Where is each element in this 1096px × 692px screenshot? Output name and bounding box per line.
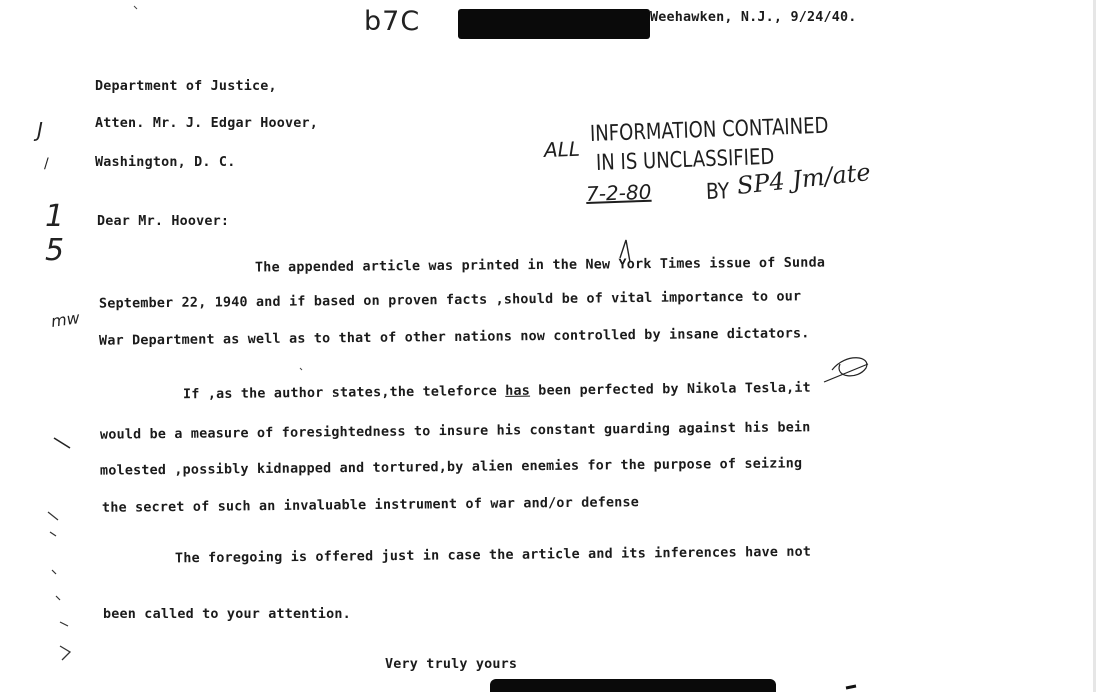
margin-mark-2: / (44, 156, 49, 172)
paragraph-1-line-1: The appended article was printed in the New York Times issue of Sunda (254, 255, 826, 276)
paragraph-2-line-1-end: been perfected by Nikola Tesla,it (529, 380, 811, 399)
closing: Very truly yours (385, 657, 518, 672)
paragraph-1-line-2: September 22, 1940 and if based on proven facts ,should be of vital importance to our (98, 289, 802, 312)
location-date: Weehawken, N.J., 9/24/40. (650, 10, 857, 25)
paragraph-3-line-2: been called to your attention. (103, 607, 351, 622)
stamp-line-2: IN IS UNCLASSIFIED (595, 144, 775, 176)
salutation: Dear Mr. Hoover: (97, 214, 230, 229)
underlined-has: has (505, 383, 531, 399)
stamp-line-1-prefix: ALL (543, 136, 581, 162)
paragraph-2-line-4: the secret of such an invaluable instrument of war and/or defense (101, 495, 640, 516)
exemption-mark: b7C (364, 6, 421, 37)
addressee-line-2: Atten. Mr. J. Edgar Hoover, (95, 116, 319, 131)
margin-mark-3: 15 (45, 199, 65, 268)
redaction-bottom (490, 679, 776, 692)
paragraph-2-line-2: would be a measure of foresightedness to insure his constant guarding against his bein (99, 420, 811, 443)
paragraph-2-line-1-start: If ,as the author states,the teleforce (182, 383, 506, 403)
paragraph-1-line-3: War Department as well as to that of other nations now controlled by insane dictators. (98, 326, 810, 349)
margin-mark-4: mw (49, 308, 81, 331)
stamp-signature: SP4 Jm/ate (735, 158, 872, 200)
paragraph-2-line-3: molested ,possibly kidnapped and tortured,by alien enemies for the purpose of seizing (99, 456, 803, 479)
paragraph-2-line-1 (183, 381, 811, 403)
addressee-line-1: Department of Justice, (95, 79, 277, 94)
margin-mark-1: J (37, 118, 43, 142)
addressee-line-3: Washington, D. C. (95, 155, 236, 170)
stamp-line-1: INFORMATION CONTAINED (589, 113, 829, 147)
redaction-top (458, 9, 650, 39)
stamp-line-3-date: 7-2-80 (585, 179, 652, 206)
stamp-line-3-by: BY (705, 179, 730, 205)
paragraph-3-line-1: The foregoing is offered just in case the article and its inferences have not (174, 544, 812, 567)
